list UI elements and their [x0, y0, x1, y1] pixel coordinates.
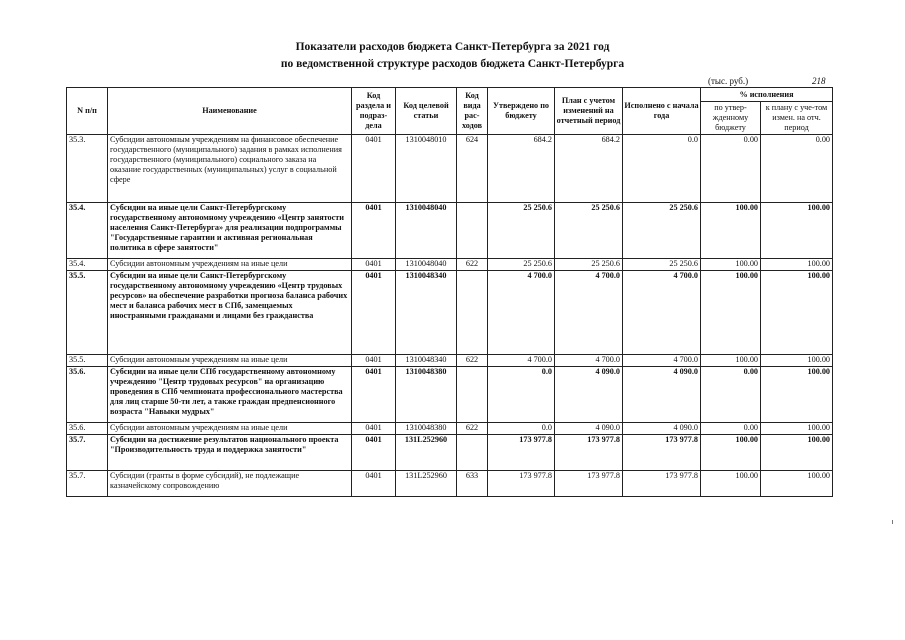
- row-approved: 173 977.8: [488, 471, 555, 497]
- table-row: [67, 435, 833, 471]
- row-plan: 25 250.6: [555, 203, 623, 259]
- row-pct-approved: 100.00: [701, 355, 761, 367]
- row-num: 35.7.: [67, 471, 108, 497]
- row-kind: 622: [457, 259, 488, 271]
- col-approved-header: Утверждено по бюджету: [488, 88, 555, 135]
- row-kind: [457, 367, 488, 423]
- margin-mark: [892, 520, 893, 524]
- table-row: [67, 259, 833, 271]
- row-plan: 173 977.8: [555, 435, 623, 471]
- row-pct-approved: 100.00: [701, 271, 761, 355]
- row-pct-plan: 100.00: [761, 367, 833, 423]
- row-section: 0401: [352, 203, 396, 259]
- row-name: Субсидии автономным учреждениям на иные цели: [108, 423, 352, 435]
- row-num: 35.3.: [67, 135, 108, 203]
- row-name: Субсидии на иные цели Санкт-Петербургскому государственному автономному учреждению «Центр занятости населения Санкт-Петербурга» для реализации подпрограммы "Государственные гарантии и активная региональная политика в сфере занятости": [108, 203, 352, 259]
- row-plan: 4 090.0: [555, 367, 623, 423]
- col-num-header: N п/п: [67, 88, 108, 135]
- col-kind-header: Код вида рас-ходов: [457, 88, 488, 135]
- col-target-header: Код целевой статьи: [396, 88, 457, 135]
- row-pct-approved: 100.00: [701, 203, 761, 259]
- col-percent-group-header: % исполнения: [701, 88, 833, 102]
- table-row: [67, 135, 833, 203]
- row-section: 0401: [352, 271, 396, 355]
- row-approved: 25 250.6: [488, 259, 555, 271]
- row-target: 1310048040: [396, 203, 457, 259]
- row-kind: 633: [457, 471, 488, 497]
- row-executed: 4 700.0: [623, 355, 701, 367]
- row-approved: 4 700.0: [488, 355, 555, 367]
- row-executed: 4 700.0: [623, 271, 701, 355]
- row-plan: 684.2: [555, 135, 623, 203]
- row-num: 35.7.: [67, 435, 108, 471]
- row-section: 0401: [352, 423, 396, 435]
- row-target: 1310048010: [396, 135, 457, 203]
- col-pct-approved-header: по утвер-жденному бюджету: [701, 102, 761, 135]
- row-section: 0401: [352, 367, 396, 423]
- row-approved: 684.2: [488, 135, 555, 203]
- row-pct-plan: 100.00: [761, 259, 833, 271]
- row-name: Субсидии автономным учреждениям на иные цели: [108, 259, 352, 271]
- row-target: 131L252960: [396, 435, 457, 471]
- expenditure-table: [66, 87, 833, 497]
- row-name: Субсидии на иные цели СПб государственному автономному учреждению "Центр трудовых ресурсов" на организацию проведения в СПб чемпионата профессионального мастерства для лиц старше 50-ти лет, а также граждан предпенсионного возраста "Навыки мудрых": [108, 367, 352, 423]
- table-row: [67, 423, 833, 435]
- row-executed: 4 090.0: [623, 367, 701, 423]
- row-num: 35.4.: [67, 203, 108, 259]
- row-num: 35.4.: [67, 259, 108, 271]
- row-executed: 4 090.0: [623, 423, 701, 435]
- row-approved: 25 250.6: [488, 203, 555, 259]
- row-kind: 624: [457, 135, 488, 203]
- table-row: [67, 203, 833, 259]
- table-row: [67, 271, 833, 355]
- row-plan: 4 700.0: [555, 271, 623, 355]
- row-pct-approved: 0.00: [701, 135, 761, 203]
- row-pct-plan: 100.00: [761, 355, 833, 367]
- row-kind: [457, 203, 488, 259]
- row-approved: 173 977.8: [488, 435, 555, 471]
- row-pct-plan: 100.00: [761, 471, 833, 497]
- row-executed: 25 250.6: [623, 259, 701, 271]
- row-target: 1310048380: [396, 367, 457, 423]
- row-executed: 173 977.8: [623, 471, 701, 497]
- row-num: 35.6.: [67, 423, 108, 435]
- col-pct-plan-header: к плану с уче-том измен. на отч. период: [761, 102, 833, 135]
- row-pct-plan: 100.00: [761, 435, 833, 471]
- row-executed: 0.0: [623, 135, 701, 203]
- row-kind: [457, 435, 488, 471]
- col-name-header: Наименование: [108, 88, 352, 135]
- col-section-header: Код раздела и подраз-дела: [352, 88, 396, 135]
- row-plan: 173 977.8: [555, 471, 623, 497]
- col-executed-header: Исполнено с начала года: [623, 88, 701, 135]
- row-executed: 173 977.8: [623, 435, 701, 471]
- row-section: 0401: [352, 355, 396, 367]
- row-target: 1310048340: [396, 271, 457, 355]
- row-pct-approved: 0.00: [701, 423, 761, 435]
- row-pct-plan: 100.00: [761, 423, 833, 435]
- row-pct-plan: 100.00: [761, 271, 833, 355]
- row-section: 0401: [352, 259, 396, 271]
- row-pct-plan: 0.00: [761, 135, 833, 203]
- row-pct-approved: 0.00: [701, 367, 761, 423]
- row-num: 35.5.: [67, 271, 108, 355]
- row-num: 35.6.: [67, 367, 108, 423]
- report-title-line2: по ведомственной структуре расходов бюджета Санкт-Петербурга: [280, 58, 625, 70]
- row-name: Субсидии автономным учреждениям на финансовое обеспечение государственного (муниципального) задания в рамках исполнения государственного (муниципального) социального заказа на оказание государственных (муниципальных) услуг в социальной сфере: [108, 135, 352, 203]
- row-section: 0401: [352, 471, 396, 497]
- page-number: 218: [812, 76, 826, 86]
- row-num: 35.5.: [67, 355, 108, 367]
- table-row: [67, 471, 833, 497]
- table-row: [67, 355, 833, 367]
- row-pct-approved: 100.00: [701, 259, 761, 271]
- row-target: 131L252960: [396, 471, 457, 497]
- row-target: 1310048380: [396, 423, 457, 435]
- row-kind: 622: [457, 423, 488, 435]
- row-name: Субсидии на иные цели Санкт-Петербургскому государственному автономному учреждению «Центр трудовых ресурсов» на обеспечение разработки прогноза баланса рабочих мест и баланса рабочих мест в СПб, замещаемых иностранными гражданами и лицами без гражданства: [108, 271, 352, 355]
- row-target: 1310048040: [396, 259, 457, 271]
- row-name: Субсидии на достижение результатов национального проекта "Производительность труда и поддержка занятости": [108, 435, 352, 471]
- row-section: 0401: [352, 435, 396, 471]
- table-row: [67, 367, 833, 423]
- row-name: Субсидии автономным учреждениям на иные цели: [108, 355, 352, 367]
- row-approved: 4 700.0: [488, 271, 555, 355]
- row-approved: 0.0: [488, 367, 555, 423]
- row-pct-approved: 100.00: [701, 471, 761, 497]
- row-target: 1310048340: [396, 355, 457, 367]
- units-label: (тыс. руб.): [708, 76, 749, 86]
- row-executed: 25 250.6: [623, 203, 701, 259]
- row-kind: 622: [457, 355, 488, 367]
- row-kind: [457, 271, 488, 355]
- row-pct-approved: 100.00: [701, 435, 761, 471]
- row-name: Субсидии (гранты в форме субсидий), не подлежащие казначейскому сопровождению: [108, 471, 352, 497]
- row-plan: 4 090.0: [555, 423, 623, 435]
- report-title-line1: Показатели расходов бюджета Санкт-Петербурга за 2021 год: [295, 41, 610, 53]
- row-plan: 25 250.6: [555, 259, 623, 271]
- row-approved: 0.0: [488, 423, 555, 435]
- row-pct-plan: 100.00: [761, 203, 833, 259]
- row-section: 0401: [352, 135, 396, 203]
- row-plan: 4 700.0: [555, 355, 623, 367]
- col-plan-header: План с учетом изменений на отчетный период: [555, 88, 623, 135]
